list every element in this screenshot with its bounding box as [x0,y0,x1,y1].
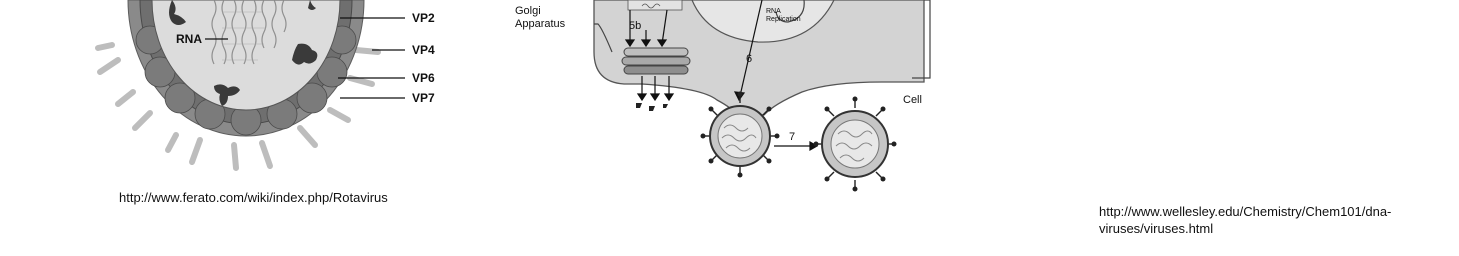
cell-replication-diagram [512,0,1024,256]
cell-label: Cell [903,94,922,106]
source-caption-line2: viruses/viruses.html [1099,221,1214,236]
vp2-label: VP2 [412,11,435,25]
golgi-apparatus [622,48,690,74]
golgi-label-line1: Golgi [515,5,541,17]
vp4-label: VP4 [412,43,435,57]
golgi-label-line2: Apparatus [515,18,566,30]
membrane-proteins [636,103,668,111]
step-5b-label: 5b [629,20,642,32]
cell-replication-panel [512,0,1392,256]
step-6-label: 6 [746,53,753,65]
vp7-label: VP7 [412,91,435,105]
rotavirus-panel [0,0,512,256]
source-caption-line1: http://www.wellesley.edu/Chemistry/Chem101/dna- [1099,204,1392,219]
step-7-label: 7 [789,131,796,143]
released-virion [814,97,897,192]
rotavirus-source-caption: http://www.ferato.com/wiki/index.php/Rotavirus [119,190,388,205]
rna-label: RNA [176,32,202,46]
rna-replication-line2: Replication [766,16,801,23]
step-7-arrow [774,142,817,150]
wellesley-source-caption [1099,203,1459,237]
rna-replication-line1: RNA [766,8,781,15]
rotavirus-diagram [0,0,512,256]
vp6-label: VP6 [412,71,435,85]
